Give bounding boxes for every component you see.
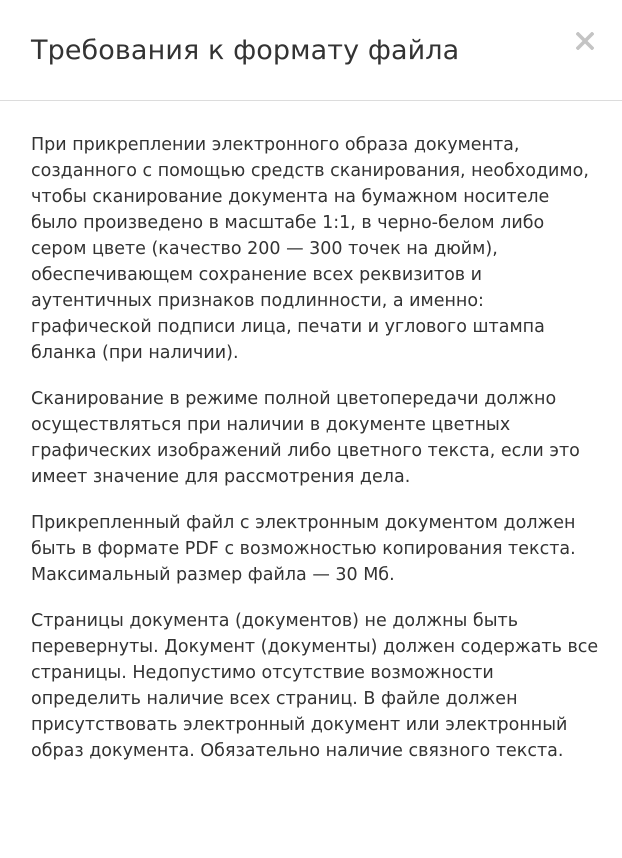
modal-body — [31, 132, 601, 784]
close-icon — [576, 32, 594, 50]
modal-header — [0, 0, 622, 101]
paragraph-color-scanning: Сканирование в режиме полной цветопередачи должно осуществляться при наличии в документе цветных графических изображений либо цветного текста, если это имеет значение для рассмотрения дела. — [31, 389, 580, 487]
paragraph-pdf-format: Прикрепленный файл с электронным документом должен быть в формате PDF с возможностью копирования текста. Максимальный размер файла — 30 Мб. — [31, 513, 576, 585]
paragraph-page-requirements: Страницы документа (документов) не должны быть перевернуты. Документ (документы) должен содержать все страницы. Недопустимо отсутствие возможности определить наличие всех страниц. В файле должен присутствовать электронный документ или электронный образ документа. Обязательно наличие связного текста. — [31, 611, 599, 761]
modal-title: Требования к формату файла — [31, 35, 460, 66]
paragraph-scan-requirements: При прикреплении электронного образа документа, созданного с помощью средств сканирования, необходимо, чтобы сканирование документа на бумажном носителе было произведено в масштабе 1:1, в черно-белом либо сером цвете (качество 200 — 300 точек на дюйм), обеспечивающем сохранение всех реквизитов и аутентичных признаков подлинности, а именно: графической подписи лица, печати и углового штампа бланка (при наличии). — [31, 135, 589, 363]
close-button[interactable] — [570, 26, 600, 56]
